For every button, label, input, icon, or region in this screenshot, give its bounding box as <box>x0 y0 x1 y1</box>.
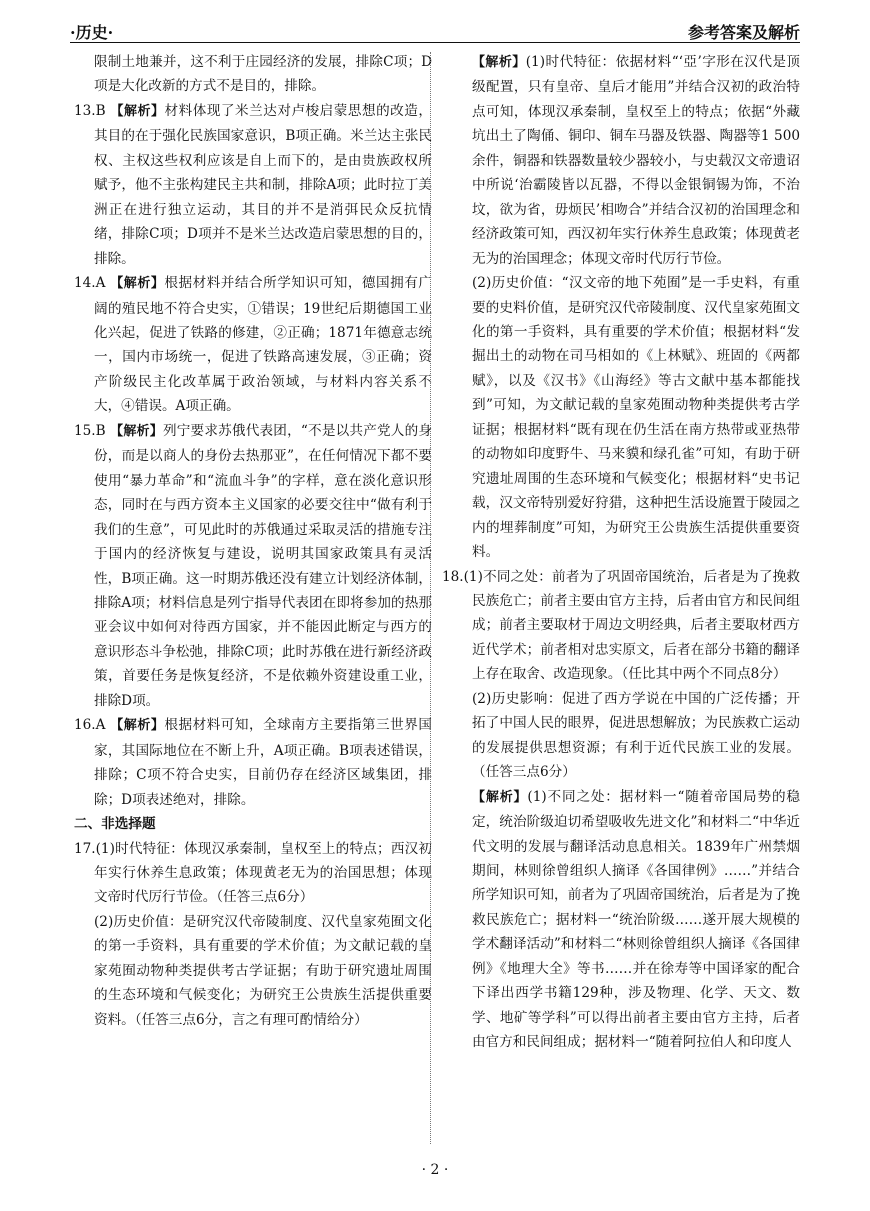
answer-14 <box>74 271 432 419</box>
answer-15 <box>74 419 432 713</box>
page-header <box>70 18 800 44</box>
header-title: 参考答案及解析 <box>687 23 800 42</box>
answer-16-number: 16.A <box>74 717 106 734</box>
answer-14-text: 根据材料并结合所学知识可知，德国拥有广阔的殖民地不符合史实，①错误；19世纪后期德国工业化兴起，促进了铁路的修建，②正确；1871年德意志统一，国内市场统一，促进了铁路高速发展，③正确；资产阶级民主化改革属于政治领域，与材料内容关系不大，④错误。A项正确。 <box>94 275 432 415</box>
answer-16-text: 根据材料可知，全球南方主要指第三世界国家，其国际地位在不断上升，A项正确。B项表述错误，排除；C项不符合史实，目前仍存在经济区域集团，排除；D项表述绝对，排除。 <box>94 717 432 808</box>
answer-18-number: 18. <box>442 568 464 585</box>
answer-14-number: 14.A <box>74 275 106 292</box>
left-column <box>74 50 432 1032</box>
answer-18-text-1: (1)不同之处：前者为了巩固帝国统治，后者是为了挽救民族危亡；前者主要由官方主持，后者由官方和民间组成；前者主要取材于周边文明经典，后者主要取材西方近代学术；前者相对忠实原文，后者在部分书籍的翻译上存在取舍、改造现象。（任比其中两个不同点8分） <box>463 568 800 683</box>
answer-15-text: 列宁要求苏俄代表团，“不是以共产党人的身份，而是以商人的身份去热那亚”，在任何情况下都不要使用“暴力革命”和“流血斗争”的字样，意在淡化意识形态，同时在与西方资本主义国家的必要交往中“做有利于我们的生意”，可见此时的苏俄通过采取灵活的措施专注于国内的经济恢复与建设，说明其国家政策具有灵活性，B项正确。这一时期苏俄还没有建立计划经济体制，排除A项；材料信息是列宁指导代表团在即将参加的热那亚会议中如何对待西方国家，并不能因此断定与西方的意识形态斗争松弛，排除C项；此时苏俄在进行新经济政策，首要任务是恢复经济，不是依赖外资建设重工业，排除D项。 <box>94 422 432 709</box>
analysis-tag: 【解析】 <box>472 55 526 70</box>
analysis-17-text-1: (1)时代特征：依据材料“‘亞’字形在汉代是顶级配置，只有皇帝、皇后才能用”并结合汉初的政治特点可知，体现汉承秦制，皇权至上的特点；依据“外藏坑出土了陶俑、铜印、铜车马器及铁器、陶器等1 500余件，铜器和铁器数量较少器较小，与史载汉文帝遗诏中所说‘治霸陵皆以瓦器，不得以金银铜锡为饰，不治坟，欲为省，毋烦民’相吻合”并结合汉初的治国理念和经济政策可知，西汉初年实行休养生息政策；体现黄老无为的治国理念；体现文帝时代厉行节俭。 <box>472 54 800 267</box>
analysis-18-text: (1)不同之处：据材料一“随着帝国局势的稳定，统治阶级迫切希望吸收先进文化”和材料二“中华近代文明的发展与翻译活动息息相关。1839年广州禁烟期间，林则徐曾组织人摘译《各国律例》……”并结合所学知识可知，前者为了巩固帝国统治，后者是为了挽救民族危亡；据材料一“统治阶级……遂开展大规模的学术翻译活动”和材料二“林则徐曾组织人摘译《各国律例》《地理大全》等书……并在徐寿等中国译家的配合下译出西学书籍129种，涉及物理、化学、天文、数学、地矿等学科”可以得出前者主要由官方主持，后者由官方和民间组成；据材料一“随着阿拉伯人和印度人 <box>472 788 800 1051</box>
subject-label: ·历史· <box>70 23 114 42</box>
right-column <box>442 50 800 1055</box>
answer-18-part1 <box>442 565 800 687</box>
answer-17-part1 <box>74 837 432 910</box>
answer-17-part2: (2)历史价值：是研究汉代帝陵制度、汉代皇家苑囿文化的第一手资料，具有重要的学术价值；为文献记载的皇家苑囿动物种类提供考古学证据；有助于研究遗址周围的生态环境和气候变化；为研究王公贵族生活提供重要资料。（任答三点6分，言之有理可酌情给分） <box>94 913 432 1028</box>
answer-16 <box>74 713 432 812</box>
answer-17-number: 17. <box>74 840 96 857</box>
section-heading: 二、非选择题 <box>74 816 156 833</box>
analysis-tag: 【解析】 <box>110 423 163 439</box>
answer-13-number: 13.B <box>74 102 106 119</box>
analysis-tag: 【解析】 <box>110 276 165 292</box>
page-number: · 2 · <box>421 1162 449 1178</box>
answer-15-number: 15.B <box>74 422 106 439</box>
analysis-tag: 【解析】 <box>472 789 528 805</box>
column-divider <box>430 52 431 1144</box>
answer-17-text-1: (1)时代特征：体现汉承秦制，皇权至上的特点；西汉初年实行休养生息政策；体现黄老无为的治国思想；体现文帝时代厉行节俭。（任答三点6分） <box>94 840 432 906</box>
answer-13-text: 材料体现了米兰达对卢梭启蒙思想的改造，其目的在于强化民族国家意识，B项正确。米兰达主张民权、主权这些权利应该是自上而下的，是由贵族政权所赋予，他不主张构建民主共和制，排除A项；此时拉丁美洲正在进行独立运动，其目的并不是消弭民众反抗情绪，排除C项；D项并不是米兰达改造启蒙思想的目的，排除。 <box>94 102 432 267</box>
answer-13 <box>74 99 432 271</box>
analysis-17-part1 <box>442 50 800 271</box>
analysis-17-part2: (2)历史价值：“汉文帝的地下苑囿”是一手史料，有重要的史料价值，是研究汉代帝陵制度、汉代皇家苑囿文化的第一手资料，具有重要的学术价值；根据材料“发掘出土的动物在司马相如的《上林赋》、班固的《两都赋》，以及《汉书》《山海经》等古文献中基本都能找到”可知，为文献记载的皇家苑囿动物种类提供考古学证据；根据材料“既有现在仍生活在南方热带或亚热带的动物如印度野牛、马来貘和绿孔雀”可知，有助于研究遗址周围的生态环境和气候变化；根据材料“史书记载，汉文帝特别爱好狩猎，这种把生活设施置于陵园之内的埋葬制度”可知，为研究王公贵族生活提供重要资料。 <box>472 275 800 561</box>
analysis-tag: 【解析】 <box>110 103 165 119</box>
analysis-18 <box>442 785 800 1055</box>
analysis-tag: 【解析】 <box>110 718 165 734</box>
continued-text: 限制土地兼并，这不利于庄园经济的发展，排除C项；D项是大化改新的方式不是目的，排除。 <box>94 54 432 95</box>
answer-18-part2: (2)历史影响：促进了西方学说在中国的广泛传播；开拓了中国人民的眼界，促进思想解放；为民族救亡运动的发展提供思想资源；有利于近代民族工业的发展。（任答三点6分） <box>472 690 800 781</box>
header-rule <box>70 42 800 43</box>
